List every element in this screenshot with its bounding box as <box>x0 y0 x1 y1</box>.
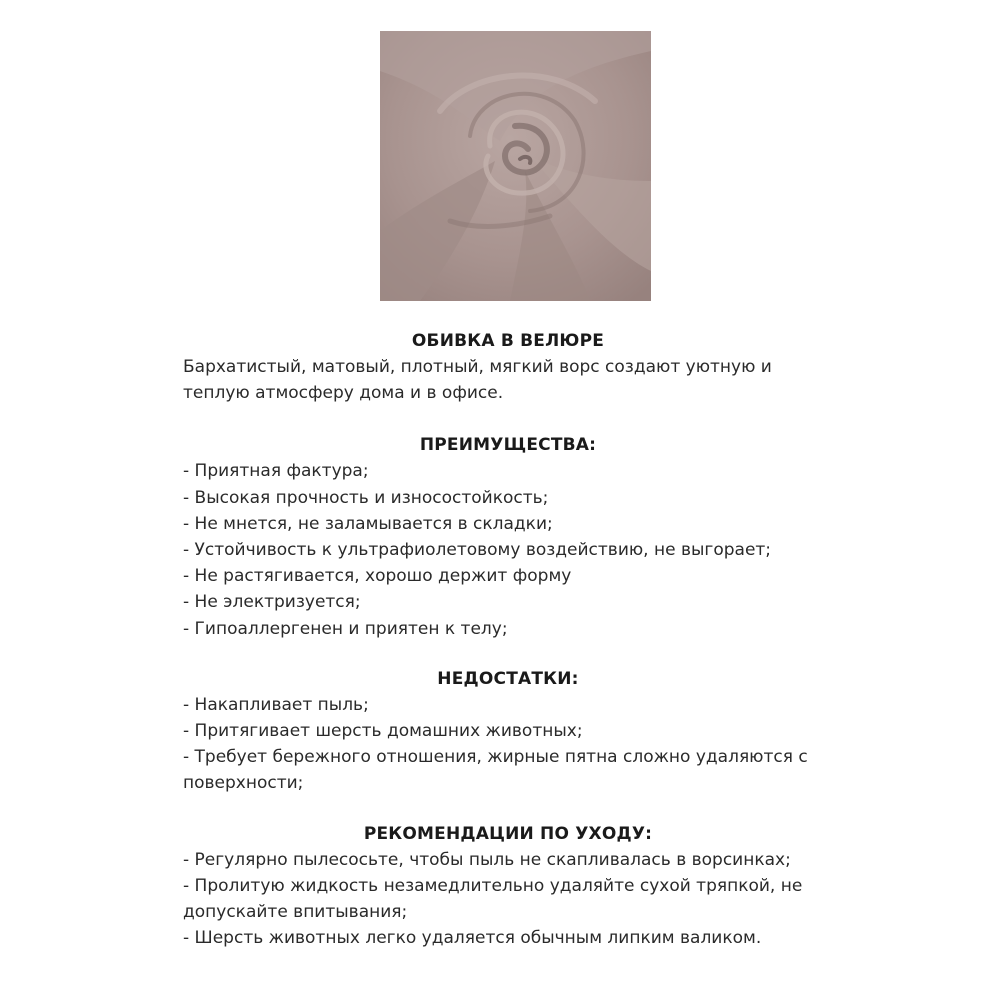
list-item: - Не растягивается, хорошо держит форму <box>183 566 572 587</box>
advantages-list <box>183 458 833 641</box>
list-item: - Притягивает шерсть домашних животных; <box>183 721 583 742</box>
list-item: - Пролитую жидкость незамедлительно удаляйте сухой тряпкой, не допускайте впитывания; <box>183 875 803 923</box>
disadvantages-list <box>183 692 833 797</box>
list-item: - Устойчивость к ультрафиолетовому воздействию, не выгорает; <box>183 540 772 561</box>
list-item: - Не электризуется; <box>183 592 361 613</box>
list-item: - Приятная фактура; <box>183 461 369 482</box>
list-item: - Регулярно пылесосьте, чтобы пыль не скапливалась в ворсинках; <box>183 849 791 870</box>
section-disadvantages <box>183 666 833 797</box>
list-item: - Не мнется, не заламывается в складки; <box>183 513 553 534</box>
disadvantages-title: НЕДОСТАТКИ: <box>437 668 579 689</box>
list-item: - Требует бережного отношения, жирные пятна сложно удаляются с поверхности; <box>183 747 808 794</box>
list-item: - Накапливает пыль; <box>183 694 369 715</box>
care-title: РЕКОМЕНДАЦИИ ПО УХОДУ: <box>363 823 653 844</box>
upholstery-description: Бархатистый, матовый, плотный, мягкий ворс создают уютную и теплую атмосферу дома и в офисе. <box>183 357 772 404</box>
fabric-swatch-image <box>380 31 651 301</box>
section-upholstery <box>183 328 833 406</box>
upholstery-title: ОБИВКА В ВЕЛЮРЕ <box>411 331 605 351</box>
fabric-swirl-icon <box>380 31 651 301</box>
advantages-title: ПРЕИМУЩЕСТВА: <box>419 435 597 456</box>
section-advantages <box>183 432 833 641</box>
section-care <box>183 821 833 952</box>
list-item: - Шерсть животных легко удаляется обычным липким валиком. <box>183 928 762 949</box>
list-item: - Высокая прочность и износостойкость; <box>183 487 549 508</box>
care-list <box>183 847 833 952</box>
list-item: - Гипоаллергенен и приятен к телу; <box>183 618 508 639</box>
content-area <box>183 328 833 951</box>
